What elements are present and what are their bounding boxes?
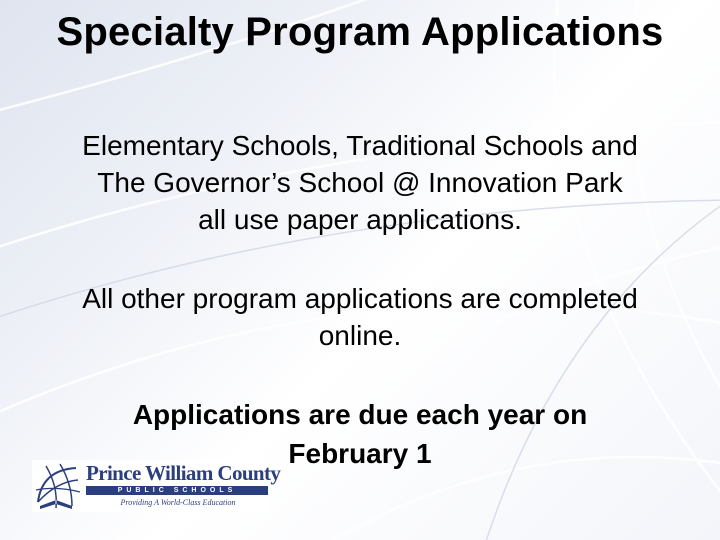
online-applications-paragraph [20,280,700,354]
paragraph-line: February 1 [288,438,432,469]
globe-book-icon [32,462,82,510]
slide-title: Specialty Program Applications [56,10,664,54]
paragraph-line: All other program applications are completed [82,283,638,314]
paragraph-line: all use paper applications. [198,204,522,235]
paragraph-line: Elementary Schools, Traditional Schools and [82,130,638,161]
paragraph-line: The Governor’s School @ Innovation Park [97,167,623,198]
paragraph-line: online. [318,320,402,351]
paper-applications-paragraph [20,127,700,238]
logo-subtitle: PUBLIC SCHOOLS [86,486,268,495]
paragraph-line: Applications are due each year on [132,399,588,430]
logo-name: Prince William County [86,461,281,485]
pwcs-logo [32,460,281,512]
logo-tagline: Providing A World-Class Education [120,498,236,507]
